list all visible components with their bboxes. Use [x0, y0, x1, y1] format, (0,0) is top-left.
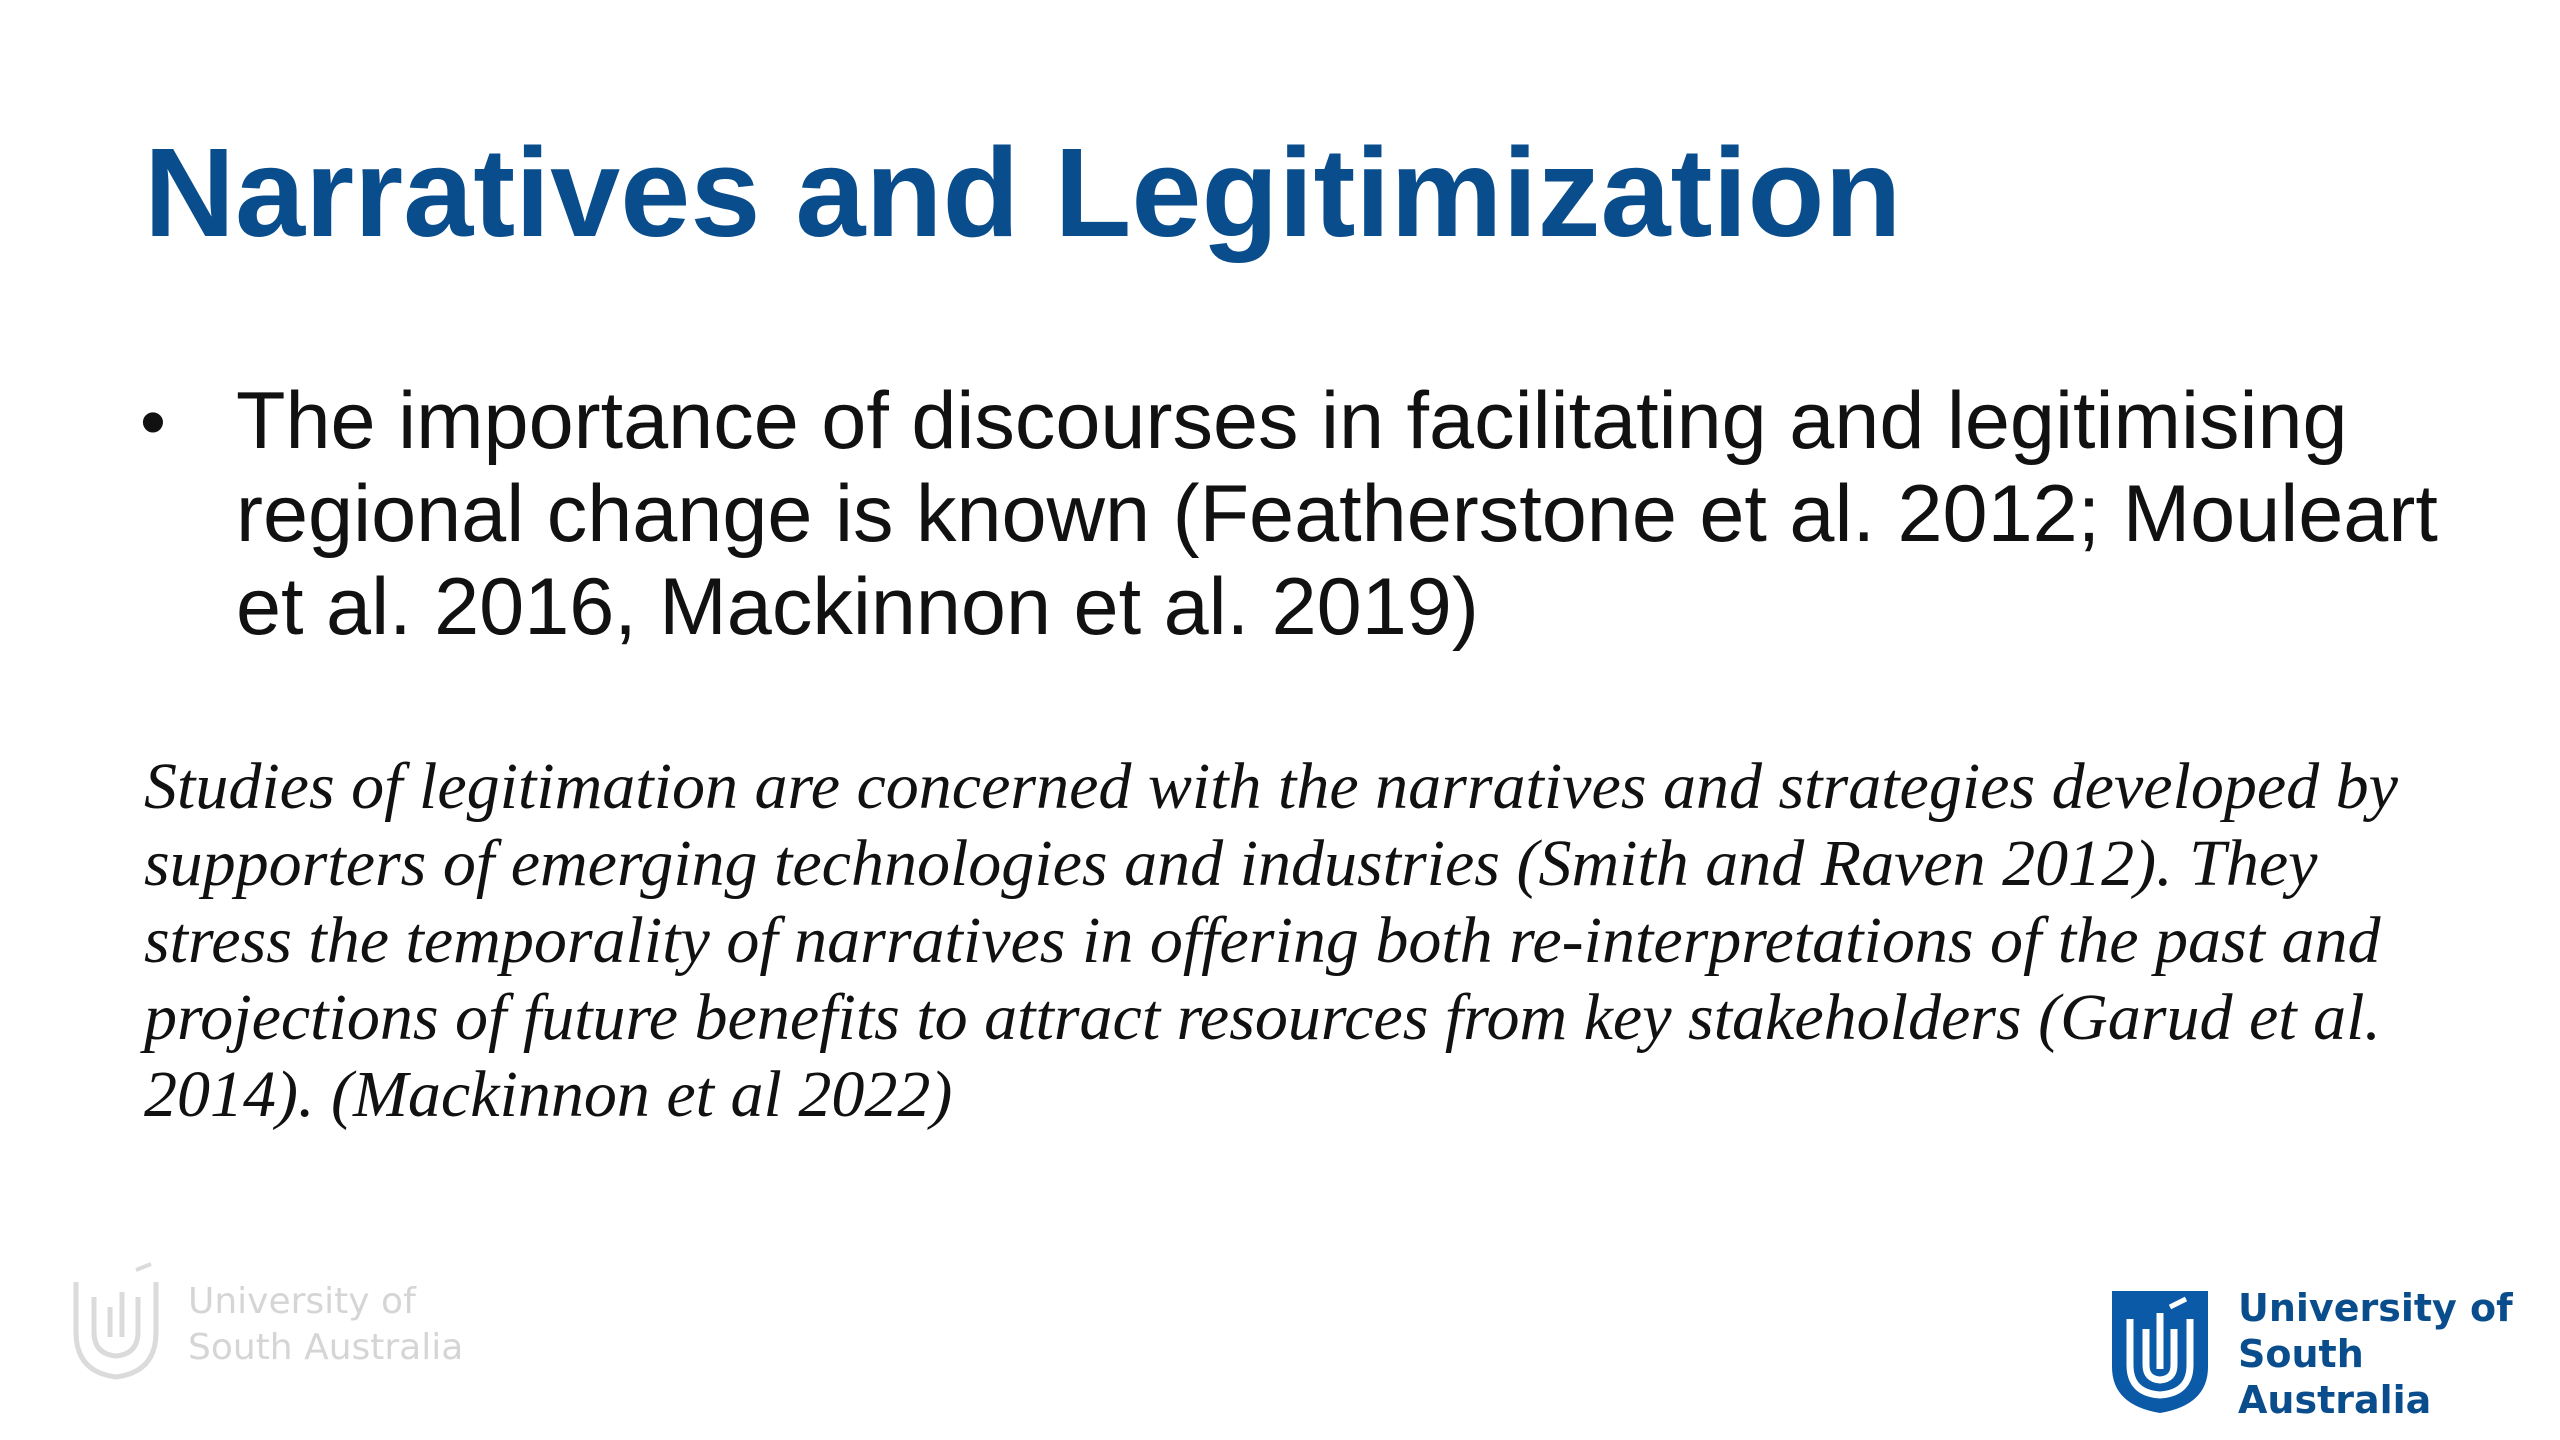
logo-line-2: South Australia [2238, 1332, 2432, 1422]
logo-line-2: South Australia [188, 1326, 464, 1368]
bullet-text: The importance of discourses in facilitating and legitimising regional change is known (Featherstone et al. 2012; Mouleart et al. 2016, Mackinnon et al. 2019) [236, 376, 2438, 652]
footer-logo-text [2238, 1285, 2560, 1423]
footer-logo-faded-text [188, 1279, 463, 1371]
logo-line-1: University of [2238, 1286, 2513, 1330]
slide-title: Narratives and Legitimization [144, 122, 1902, 263]
quote-paragraph: Studies of legitimation are concerned with the narratives and strategies developed by supporters of emerging technologies and industries (Smith and Raven 2012). They stress the temporality of narratives in offering both re-interpretations of the past and projections of future benefits to attract resources from key stakeholders (Garud et al. 2014). (Mackinnon et al 2022) [144, 750, 2398, 1131]
bullet-symbol: • [140, 380, 166, 463]
bullet-list [140, 375, 2440, 654]
unisa-logo-icon [66, 1262, 166, 1387]
logo-line-1: University of [188, 1280, 416, 1322]
unisa-shield-icon [2110, 1289, 2210, 1420]
bullet-item [140, 375, 2440, 654]
footer-logo [2110, 1285, 2560, 1423]
footer-logo-faded [66, 1262, 463, 1387]
